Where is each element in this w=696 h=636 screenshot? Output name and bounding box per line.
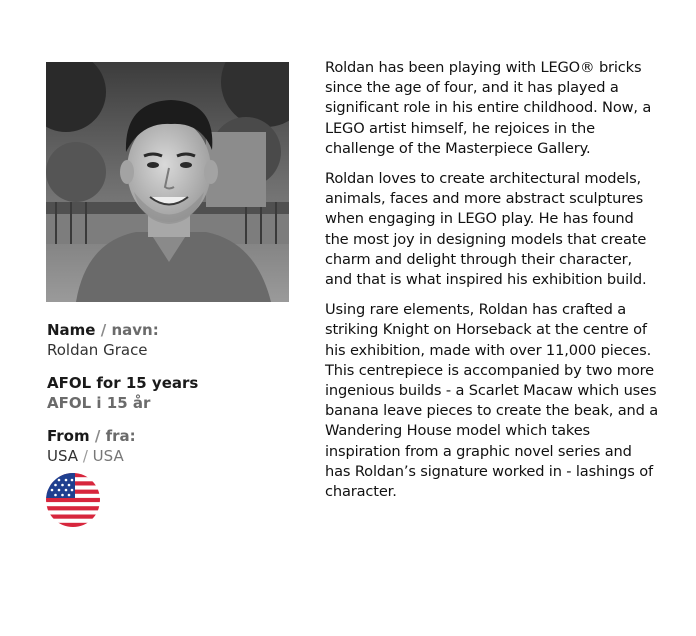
portrait-photo [46,62,289,302]
from-value [47,446,287,466]
bio-paragraph-1: Roldan has been playing with LEGO® bricks since the age of four, and it has played a significant role in his entire childhood. Now, a LEGO artist himself, he rejoices in the challenge of the Masterpiece Gallery. [325,59,652,157]
from-label-translation: fra: [105,427,136,445]
afol-label: AFOL for 15 years [47,374,199,392]
afol-block [47,373,287,413]
usa-flag-icon [46,473,100,527]
name-label-text: Name [47,321,96,339]
biography [325,58,660,512]
name-block [47,320,287,360]
name-value: Roldan Grace [47,341,148,359]
afol-translation: AFOL i 15 år [47,394,151,412]
name-label-separator: / [100,321,107,339]
from-label [47,426,287,446]
bio-paragraph-2: Roldan loves to create architectural models, animals, faces and more abstract sculptures when engaging in LEGO play. He has found the most joy in designing models that create charm and delight through their character, and that is what inspired his exhibition build. [325,170,647,289]
from-block [47,426,287,466]
from-label-separator: / [94,427,101,445]
name-label-translation: navn: [111,321,159,339]
from-value-text: USA [47,447,79,465]
bio-paragraph-3: Using rare elements, Roldan has crafted a striking Knight on Horseback at the centre of his exhibition, made with over 11,000 pieces. This centrepiece is accompanied by two more ingenious builds - a Scarlet Macaw which uses banana leave pieces to create the beak, and a Wandering House model which takes inspiration from a graphic novel series and has Roldan’s signature worked in - lashings of character. [325,301,659,501]
profile-info [47,320,287,479]
from-value-translation: USA [92,447,124,465]
from-value-separator: / [82,447,88,465]
name-label [47,320,287,340]
portrait-image [46,62,289,302]
from-label-text: From [47,427,90,445]
